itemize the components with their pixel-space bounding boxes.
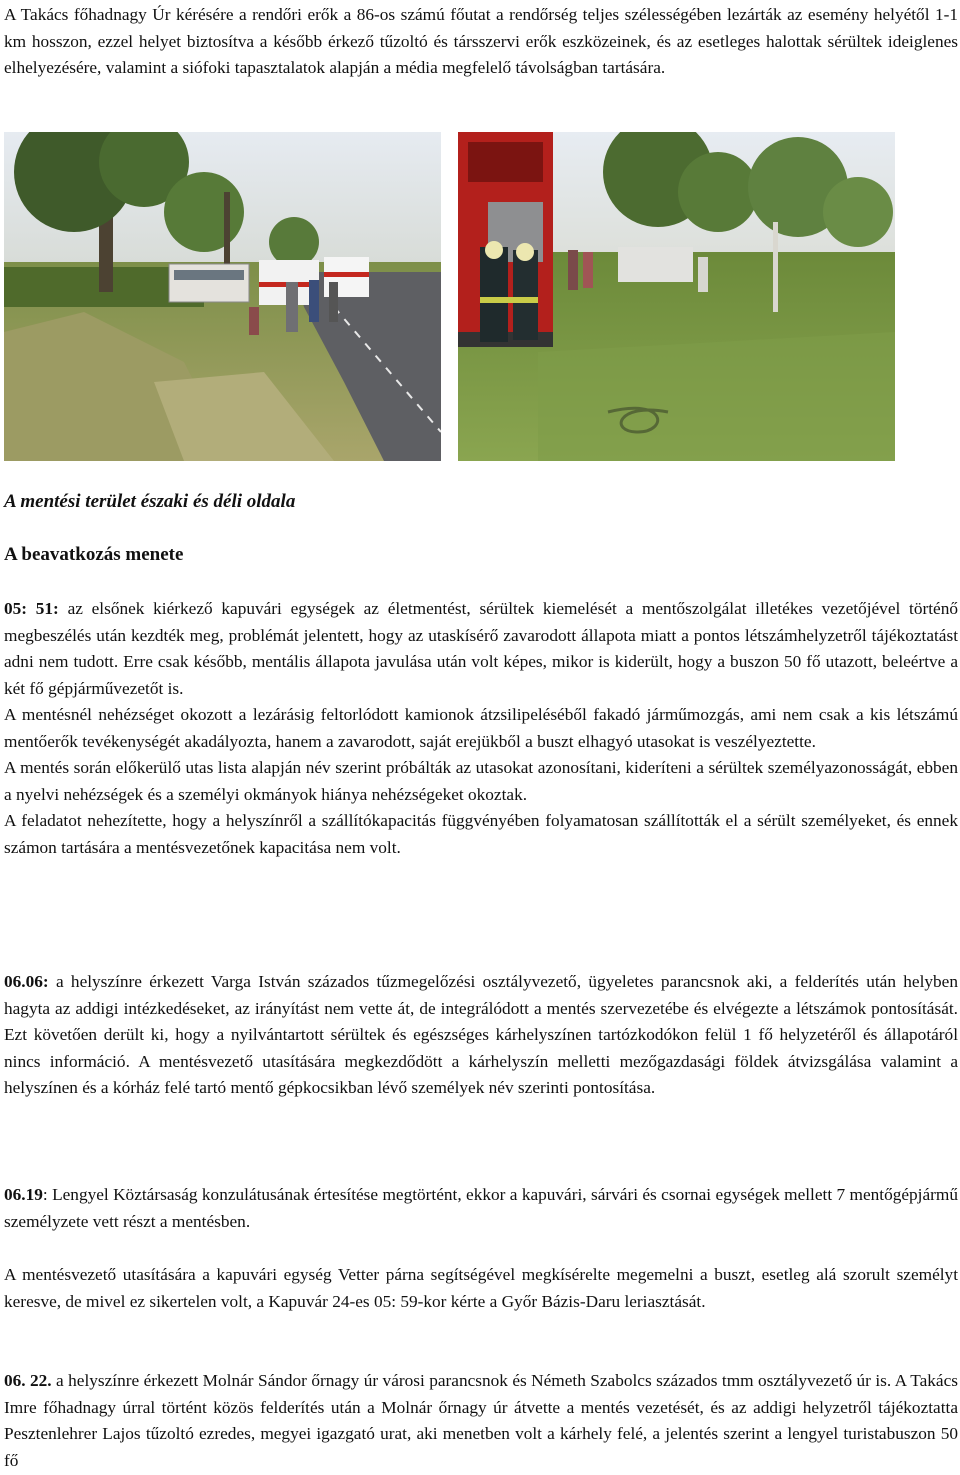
section-0606-time: 06.06:: [4, 972, 49, 991]
section-vetter-p1: A mentésvezető utasítására a kapuvári egység Vetter párna segítségével megkísérelte megemelni a buszt, esetleg alá szorult személyt keresve, de mivel ez sikertelen volt, a Kapuvár 24-es 05: 59-kor kérte a Győr Bázis-Daru leriasztását.: [4, 1265, 958, 1311]
section-0551: [4, 596, 958, 861]
section-0622-text: a helyszínre érkezett Molnár Sándor őrnagy úr városi parancsnok és Németh Szabolcs százados tmm osztályvezető úr is. A Takács Imre főhadnagy úrral történt közös felderítés után a Molnár őrnagy úr átvette a mentés vezetését, és az addigi helyzetről tájékoztatta Pesztenlehrer Lajos tűzoltó ezredes, megyei igazgató urat, aki menetben volt a kárhely felé, a jelentés szerint a lengyel turistabuszon 50 fő: [4, 1371, 958, 1470]
section-0622-p1: [4, 1368, 958, 1474]
section-0622: [4, 1368, 958, 1474]
section-0551-p2: A mentésnél nehézséget okozott a lezárásig feltorlódott kamionok átzsilipeléséből fakadó járműmozgás, ami nem csak a kis létszámú mentőerők tevékenységét akadályozta, hanem a zavarodott, saját erejükből a buszt elhagyó utasokat is veszélyeztette.: [4, 705, 958, 751]
section-0619-text: : Lengyel Köztársaság konzulátusának értesítése megtörtént, ekkor a kapuvári, sárvári és csornai egységek mellett 7 mentőgépjármű személyzete vett részt a mentésben.: [4, 1185, 958, 1231]
intro-paragraph: A Takács főhadnagy Úr kérésére a rendőri erők a 86-os számú főutat a rendőrség teljes szélességében lezárták az esemény helyétől 1-1 km hosszon, ezzel helyet biztosítva a később érkező tűzoltó és társszervi erők eszközeinek, és az esetleges halottak sérültek ideiglenes elhelyezésére, valamint a siófoki tapasztalatok alapján a média megfelelő távolságban tartására.: [4, 5, 958, 77]
section-vetter: [4, 1262, 958, 1315]
section-0551-time: 05: 51:: [4, 599, 59, 618]
section-0606-text: a helyszínre érkezett Varga István százados tűzmegelőzési osztályvezető, ügyeletes parancsnok aki, a felderítés után helyben hagyta az addigi intézkedéseket, az irányítást nem vette át, de integrálódott a mentés szervezetébe és elvégezte a létszámok pontosítását. Ezt követően derült ki, hogy a nyilvántartott sérültek és egészséges kárhelyszínen tartózkodókon felül 1 fő helyzetéről és állapotáról nincs információ. A mentésvezető utasítására megkezdődött a kárhelyszín melletti mezőgazdasági földek átvizsgálása valamint a helyszínen és a kórház felé tartó mentő gépkocsikban lévő személyek név szerinti pontosítása.: [4, 972, 958, 1097]
section-heading: A beavatkozás menete: [4, 544, 184, 565]
photo-road-scene-image: [4, 132, 441, 461]
section-0551-p3: A mentés során előkerülő utas lista alapján név szerint próbálták az utasokat azonosítani, kideríteni a sérültek személyazonosságát, ebben a nyelvi nehézségek és a személyi okmányok hiánya nehézségeket okoztak.: [4, 758, 958, 804]
section-0551-p4: A feladatot nehezítette, hogy a helyszínről a szállítókapacitás függvényében folyamatosan szállították el a sérült személyeket, és ennek számon tartására a mentésvezetőnek kapacitása nem volt.: [4, 811, 958, 857]
section-0619-time: 06.19: [4, 1185, 43, 1204]
photo-caption: A mentési terület északi és déli oldala: [4, 491, 296, 512]
photo-firefighters-scene-image: [458, 132, 895, 461]
section-0622-time: 06. 22.: [4, 1371, 52, 1390]
section-0606-p1: [4, 969, 958, 1102]
section-0551-text: az elsőnek kiérkező kapuvári egységek az életmentést, sérültek kiemelését a mentőszolgálat illetékes vezetőjével történő megbeszélés után kezdték meg, problémát jelentett, hogy az utaskísérő zavarodott állapota miatt a pontos létszámhelyzetről tájékoztatást adni nem tudott. Erre csak később, mentális állapota javulása után volt képes, mikor is kiderült, hogy a buszon 50 fő utazott, beleértve a két fő gépjárművezetőt is.: [4, 599, 958, 698]
photo-firefighters-scene: [458, 132, 895, 461]
section-0619-p1: [4, 1182, 958, 1235]
section-0619: [4, 1182, 958, 1235]
photo-road-scene: [4, 132, 441, 461]
section-0551-p1: [4, 596, 958, 702]
section-0606: [4, 969, 958, 1102]
